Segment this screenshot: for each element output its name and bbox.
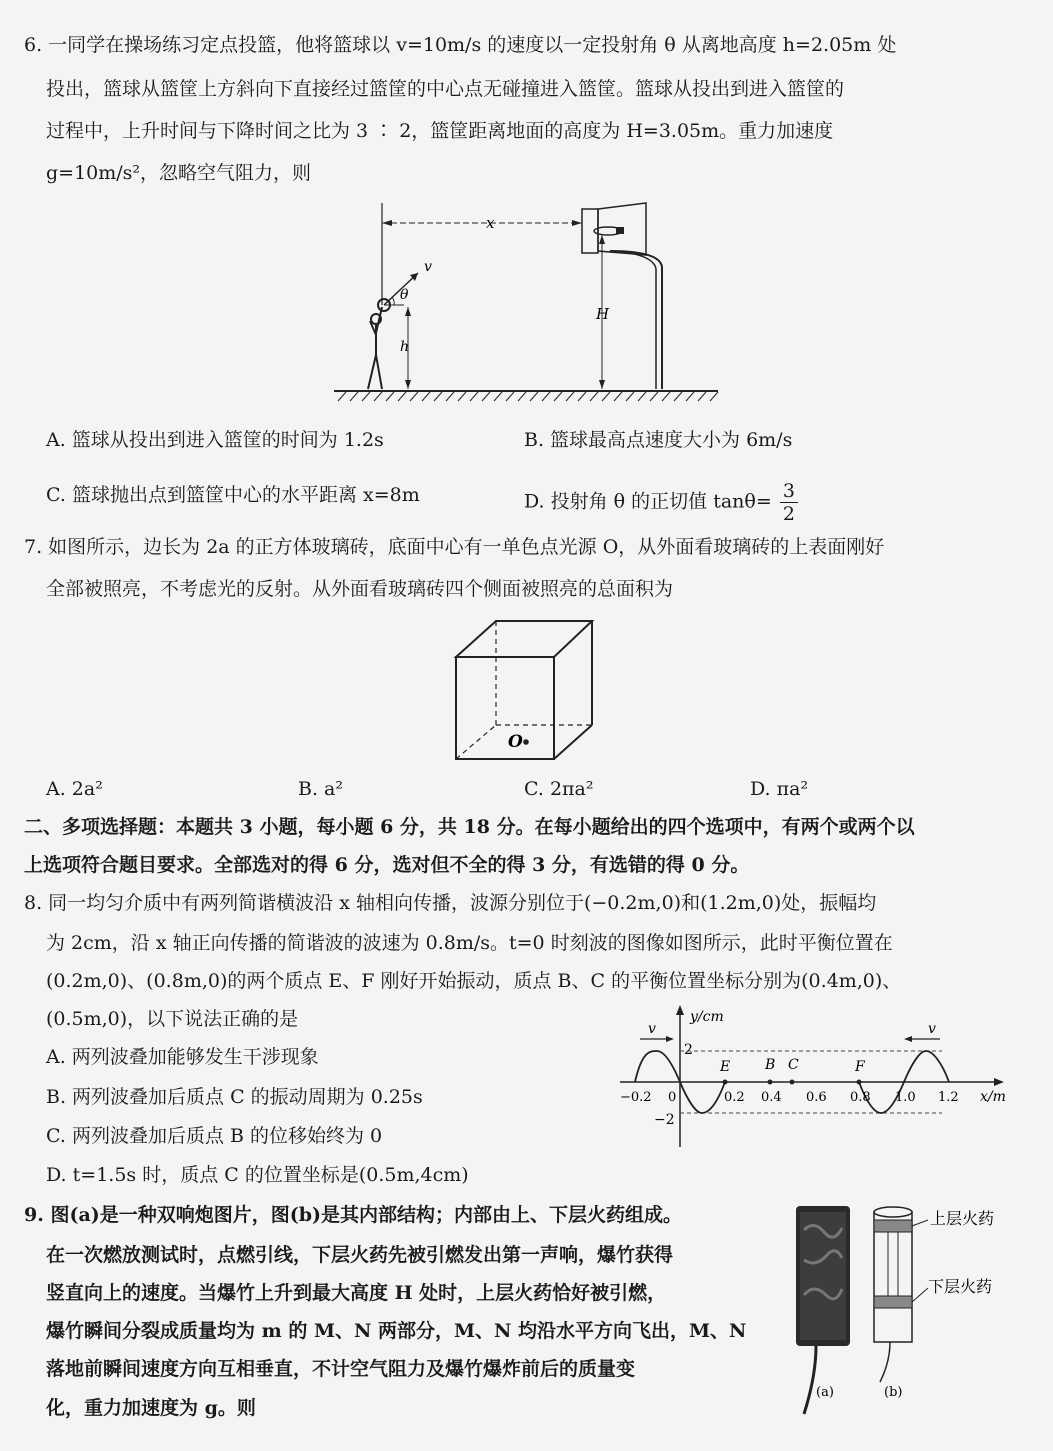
q6-line-3: 过程中，上升时间与下降时间之比为 3 ∶ 2，篮筐距离地面的高度为 H=3.05m。重力加速度: [46, 120, 834, 142]
q8-ytick-neg2: −2: [654, 1112, 675, 1128]
upper-powder: [874, 1220, 912, 1232]
q8-xtick-0.4: 0.4: [761, 1090, 782, 1105]
q8-ytick-2: 2: [684, 1042, 693, 1058]
q7-cube-figure: [450, 615, 600, 765]
q8-option-d[interactable]: D. t=1.5s 时，质点 C 的位置坐标是(0.5m,4cm): [46, 1164, 469, 1186]
q8-line-1: 8. 同一均匀介质中有两列简谐横波沿 x 轴相向传播，波源分别位于(−0.2m,0)和(1.2m,0)处，振幅均: [24, 892, 877, 914]
q8-option-b[interactable]: B. 两列波叠加后质点 C 的振动周期为 0.25s: [46, 1086, 423, 1108]
q7-line-1: 7. 如图所示，边长为 2a 的正方体玻璃砖，底面中心有一单色点光源 O，从外面看玻璃砖的上表面刚好: [24, 536, 885, 558]
q6-fraction-numerator: 3: [780, 480, 798, 503]
q8-option-a[interactable]: A. 两列波叠加能够发生干涉现象: [46, 1046, 319, 1068]
q6-label-H: H: [596, 305, 610, 323]
q9-line-2: 在一次燃放测试时，点燃引线，下层火药先被引燃发出第一声响，爆竹获得: [46, 1244, 674, 1266]
q8-line-2: 为 2cm，沿 x 轴正向传播的简谐波的波速为 0.8m/s。t=0 时刻波的图像如图所示，此时平衡位置在: [46, 932, 893, 954]
player-figure: [368, 307, 382, 389]
q9-line-1: 9. 图(a)是一种双响炮图片，图(b)是其内部结构；内部由上、下层火药组成。: [24, 1204, 683, 1226]
q6-label-theta: θ: [400, 287, 409, 303]
q8-v-right: v: [928, 1021, 936, 1037]
q6-option-d-text: D. 投射角 θ 的正切值 tanθ=: [524, 490, 772, 513]
q8-point-F: F: [855, 1059, 865, 1075]
q8-point-B: B: [765, 1057, 776, 1073]
q6-line-4: g=10m/s²，忽略空气阻力，则: [46, 162, 312, 184]
q6-fraction-denominator: 2: [782, 503, 795, 525]
q9-label-lower: 下层火药: [928, 1277, 993, 1296]
q8-ylabel: y/cm: [690, 1009, 724, 1025]
q6-label-x: x: [486, 214, 495, 232]
q6-option-d[interactable]: [524, 480, 798, 525]
section2-line-2: 上选项符合题目要求。全部选对的得 6 分，选对但不全的得 3 分，有选错的得 0 分。: [24, 854, 750, 876]
q8-xtick-0.2: 0.2: [724, 1090, 745, 1105]
q6-line-1: 6. 一同学在操场练习定点投篮，他将篮球以 v=10m/s 的速度以一定投射角 θ 从离地高度 h=2.05m 处: [24, 34, 897, 56]
q7-line-2: 全部被照亮，不考虑光的反射。从外面看玻璃砖四个侧面被照亮的总面积为: [46, 578, 674, 600]
q6-label-h: h: [400, 339, 410, 355]
q8-xlabel: x/m: [980, 1089, 1006, 1105]
q9-line-3: 竖直向上的速度。当爆竹上升到最大高度 H 处时，上层火药恰好被引燃，: [46, 1282, 667, 1304]
q7-option-a[interactable]: A. 2a²: [46, 778, 103, 800]
q8-xtick-1.0: 1.0: [895, 1090, 916, 1105]
backboard: [582, 209, 598, 253]
q6-option-b[interactable]: B. 篮球最高点速度大小为 6m/s: [524, 429, 793, 451]
q9-line-5: 落地前瞬间速度方向互相垂直，不计空气阻力及爆竹爆炸前后的质量变: [46, 1358, 636, 1380]
q9-firecracker-photo: [786, 1200, 866, 1420]
q7-option-d[interactable]: D. πa²: [750, 778, 809, 800]
q6-option-c[interactable]: C. 篮球抛出点到篮筐中心的水平距离 x=8m: [46, 484, 420, 506]
q9-label-upper: 上层火药: [930, 1209, 995, 1228]
q8-line-4: (0.5m,0)，以下说法正确的是: [46, 1008, 299, 1030]
q9-caption-a: (a): [816, 1385, 834, 1400]
q8-point-C: C: [788, 1057, 799, 1073]
q6-option-a[interactable]: A. 篮球从投出到进入篮筐的时间为 1.2s: [46, 429, 384, 451]
q8-v-left: v: [648, 1021, 656, 1037]
q8-xtick-neg0.2: −0.2: [620, 1090, 652, 1105]
q6-basketball-figure: [320, 195, 740, 410]
q6-label-v: v: [424, 259, 432, 275]
light-source-point: [523, 739, 529, 745]
q7-label-O: O: [508, 732, 523, 752]
q8-xtick-0.6: 0.6: [806, 1090, 827, 1105]
q7-option-c[interactable]: C. 2πa²: [524, 778, 594, 800]
q9-structure-diagram: [862, 1200, 1042, 1420]
lower-powder: [874, 1296, 912, 1308]
q9-line-6: 化，重力加速度为 g。则: [46, 1397, 256, 1419]
section2-line-1: 二、多项选择题：本题共 3 小题，每小题 6 分，共 18 分。在每小题给出的四个选项中，有两个或两个以: [24, 816, 915, 838]
q8-wave-graph: [612, 1003, 1042, 1153]
q6-line-2: 投出，篮球从篮筐上方斜向下直接经过篮筐的中心点无碰撞进入篮筐。篮球从投出到进入篮筐的: [46, 78, 845, 100]
q8-xtick-0: 0: [668, 1090, 677, 1105]
q8-option-c[interactable]: C. 两列波叠加后质点 B 的位移始终为 0: [46, 1125, 383, 1147]
q9-line-4: 爆竹瞬间分裂成质量均为 m 的 M、N 两部分，M、N 均沿水平方向飞出，M、N: [46, 1320, 747, 1342]
q8-xtick-1.2: 1.2: [938, 1090, 959, 1105]
q8-line-3: (0.2m,0)、(0.8m,0)的两个质点 E、F 刚好开始振动，质点 B、C 的平衡位置坐标分别为(0.4m,0)、: [46, 970, 902, 992]
q8-point-E: E: [720, 1059, 731, 1075]
q7-option-b[interactable]: B. a²: [298, 778, 343, 800]
q6-fraction: [780, 480, 798, 525]
q8-xtick-0.8: 0.8: [850, 1090, 871, 1105]
q9-caption-b: (b): [884, 1385, 903, 1400]
